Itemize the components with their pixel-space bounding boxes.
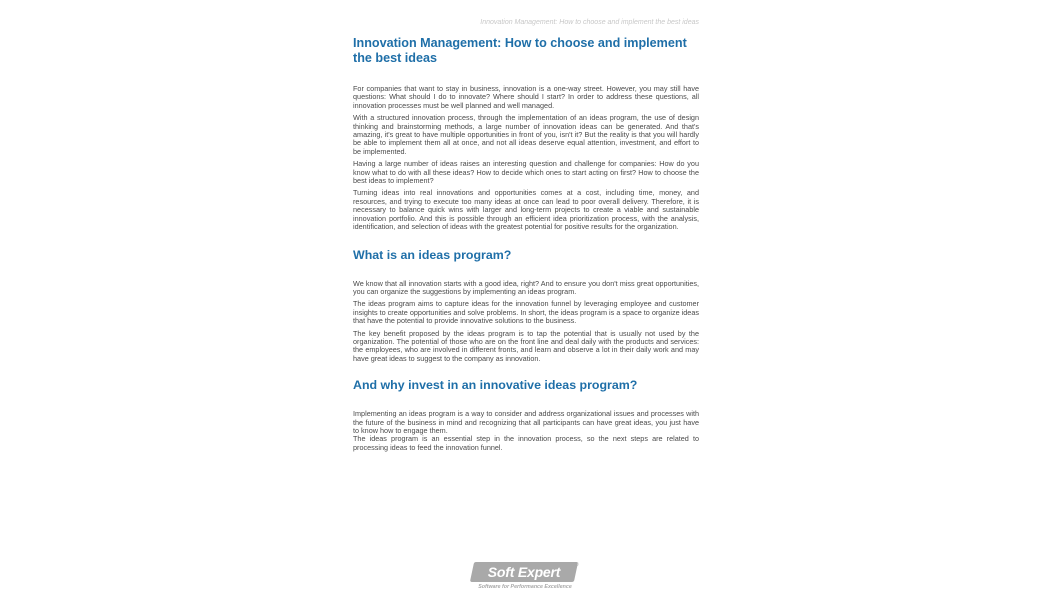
section1-paragraph-1: We know that all innovation starts with a good idea, right? And to ensure you don't miss great opportunities, you can organize the suggestions by implementing an ideas program. [353, 278, 699, 296]
article-title: Innovation Management: How to choose and implement the best ideas [353, 36, 687, 65]
section1-paragraph-3: The key benefit proposed by the ideas program is to tap the potential that is usually not used by the organization. The potential of those who are on the front line and deal daily with the products and services: the employees, who are involved in different fronts, and learn and observe a lot in their daily work and may have great ideas to suggest to the company as innovation. [353, 328, 699, 363]
section2-paragraph-1: Implementing an ideas program is a way to consider and address organizational issues and processes with the future of the business in mind and recognizing that all participants can have great ideas, you just have to know how to engage them. [353, 409, 699, 435]
section2-paragraph-2: The ideas program is an essential step in the innovation process, so the next steps are related to processing ideas to feed the innovation funnel. [353, 434, 699, 452]
intro-paragraph-1: For companies that want to stay in business, innovation is a one-way street. However, you may still have questions: What should I do to innovate? Where should I start? In order to address these questions, all innovation processes must be well planned and well managed. [353, 84, 699, 110]
intro-paragraph-3: Having a large number of ideas raises an interesting question and challenge for companies: How do you know what to do with all these ideas? How to decide which ones to start acting on first? How to choose the best ideas to implement? [353, 159, 699, 186]
logo-wordmark: Soft Expert [487, 564, 561, 580]
document-page [353, 18, 699, 452]
intro-section [353, 85, 699, 232]
intro-paragraph-4: Turning ideas into real innovations and opportunities comes at a cost, including time, money, and resources, and trying to execute too many ideas at once can lead to poor overall delivery. Therefore, it is necessary to balance quick wins with larger and long-term projects to create a viable and sustainable innovation portfolio. And this is possible through an efficient idea prioritization process, with the analysis, identification, and selection of ideas with the greatest potential for positive results for the organization. [353, 188, 699, 232]
section-heading-ideas-program: What is an ideas program? [353, 247, 512, 262]
intro-paragraph-2: With a structured innovation process, through the implementation of an ideas program, the use of design thinking and brainstorming methods, a large number of innovation ideas can be generated. And that's amazing, it's great to have multiple opportunities in front of you, isn't it? But the reality is that you will hardly be able to implement them all at once, and not all ideas deserve equal attention, investment, and effort to be implemented. [353, 113, 699, 156]
logo-tagline: Software for Performance Excellence [478, 584, 572, 590]
running-header: Innovation Management: How to choose and implement the best ideas [480, 19, 699, 26]
softexpert-logo [470, 562, 582, 594]
why-invest-section [353, 410, 699, 452]
registered-mark-icon: ® [575, 562, 579, 568]
section1-paragraph-2: The ideas program aims to capture ideas for the innovation funnel by leveraging employee and customer insights to create opportunities and solve problems. In short, the ideas program is a space to organize ideas that have the potential to provide innovative solutions to the business. [353, 299, 699, 326]
ideas-program-section [353, 280, 699, 364]
section-heading-why-invest: And why invest in an innovative ideas program? [353, 378, 638, 393]
